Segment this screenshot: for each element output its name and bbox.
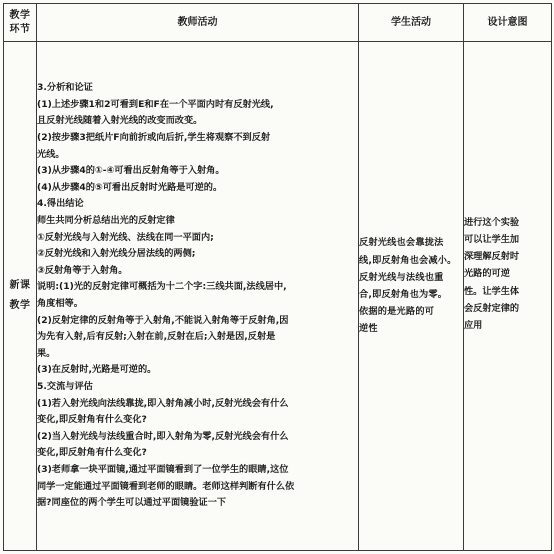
teacher-text-line: 果。 [37,347,56,359]
student-activity-cell [359,42,464,551]
lesson-plan-table [3,3,552,551]
student-text-line: 逆性 [359,323,378,335]
teacher-activity-text [37,80,358,511]
header-section [4,4,37,42]
section-label-line-1: 新课 [9,280,31,291]
teacher-activity-cell [37,42,359,551]
design-text-line: 进行这个实验 [464,216,520,228]
teacher-text-line: 5.交流与评估 [37,380,93,392]
student-text-line: 反射光线与法线也重 [359,271,444,283]
teacher-text-line: 4.得出结论 [37,198,84,210]
header-design-intent: 设计意图 [464,4,552,42]
teacher-text-line: 光线。 [37,148,65,160]
header-student-activity: 学生活动 [359,4,464,42]
teacher-text-line: (4)从步骤4的⑤可看出反射时光路是可逆的。 [37,181,223,193]
design-text-line: 性。让学生体 [464,285,520,297]
teacher-text-line: ②反射光线和入射光线分居法线的两侧; [37,248,196,260]
teacher-text-line: 角度相等。 [37,298,83,309]
teacher-text-line: 变化,即反射角有什么变化? [37,414,147,426]
teacher-text-line: (2)当入射光线与法线重合时,即入射角为零,反射光线会有什么 [37,430,289,442]
student-text-line: 线,即反射角也会减小。 [359,254,457,266]
teacher-text-line: 且反射光线随着入射光线的改变而改变。 [37,115,203,127]
design-text-line: 会反射定律的 [464,302,520,314]
design-intent-text [464,214,551,334]
teacher-text-line: 据?同座位的两个学生可以通过平面镜验证一下 [37,497,227,509]
body-row [4,42,552,551]
header-section-line-1: 教学 [9,9,31,21]
student-text-line: 依据的是光路的可 [359,306,435,318]
design-text-line: 可以让学生加 [464,233,520,245]
teacher-text-line: (3)在反射时,光路是可逆的。 [37,364,157,376]
header-teacher-activity: 教师活动 [37,4,359,42]
teacher-text-line: ①反射光线与入射光线、法线在同一平面内; [37,231,214,243]
section-cell [4,42,37,551]
teacher-text-line: (1)若入射光线向法线靠拢,即入射角减小时,反射光线会有什么 [37,397,289,409]
design-intent-cell [464,42,552,551]
design-text-line: 应用 [464,320,483,331]
header-section-line-2: 环节 [9,23,31,35]
header-row [4,4,552,42]
teacher-text-line: 变化,即反射角有什么变化? [37,447,147,459]
teacher-text-line: 同学一定能通过平面镜看到老师的眼睛。老师这样判断有什么依 [37,480,295,492]
design-text-line: 光路的可逆 [464,268,510,280]
teacher-text-line: 师生共同分析总结出光的反射定律 [37,215,175,227]
teacher-text-line: (3)从步骤4的①-④可看出反射角等于入射角。 [37,165,225,177]
teacher-text-line: (1)上述步骤1和2可看到E和F在一个平面内时有反射光线, [37,98,274,110]
student-text-line: 反射光线也会靠拢法 [359,237,444,249]
teacher-text-line: 说明:(1)光的反射定律可概括为十二个字:三线共面,法线居中, [37,281,287,293]
teacher-text-line: (3)老师拿一块平面镜,通过平面镜看到了一位学生的眼睛,这位 [37,463,289,475]
design-text-line: 深理解反射时 [464,251,520,263]
teacher-text-line: 为先有入射,后有反射;入射在前,反射在后;入射是因,反射是 [37,331,276,343]
teacher-text-line: 3.分析和论证 [37,82,93,94]
student-text-line: 合,即反射角也为零。 [359,289,448,300]
student-activity-text [359,234,463,337]
section-label-line-2: 教学 [9,300,31,311]
teacher-text-line: ③反射角等于入射角。 [37,264,128,276]
teacher-text-line: (2)按步骤3把纸片F向前折或向后折,学生将观察不到反射 [37,132,271,144]
teacher-text-line: (2)反射定律的反射角等于入射角,不能说入射角等于反射角,因 [37,314,289,326]
